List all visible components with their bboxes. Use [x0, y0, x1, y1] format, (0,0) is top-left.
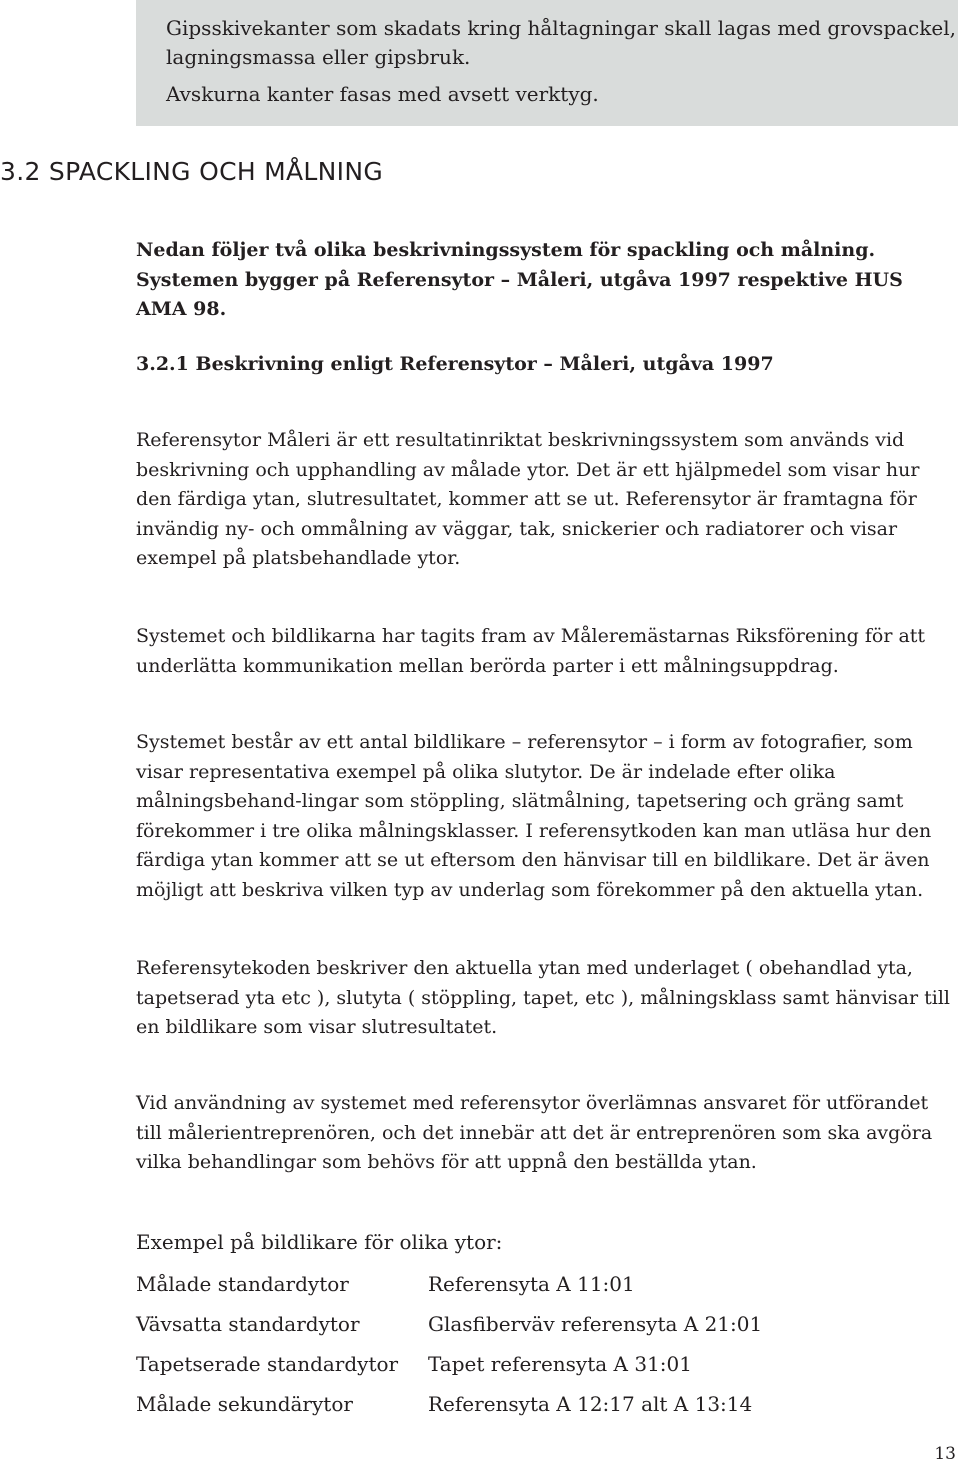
examples-list	[136, 1228, 836, 1419]
subsection-heading-block	[136, 350, 954, 380]
paragraph-block-3	[136, 728, 954, 905]
paragraph-block-4	[136, 954, 954, 1043]
paragraph-block-2	[136, 622, 954, 681]
example-row	[136, 1270, 836, 1299]
note-line-2: Avskurna kanter fasas med avsett verktyg.	[166, 82, 599, 106]
note-line-1: Gipsskivekanter som skadats kring håltagningar skall lagas med grovspackel, lagningsmassa eller gipsbruk.	[166, 16, 956, 69]
paragraph: Referensytekoden beskriver den aktuella ytan med underlaget ( obehandlad yta, tapetserad yta etc ), slutyta ( stöppling, tapet, etc ), målningsklass samt hänvisar till en bildlikare som visar slutresultatet.	[136, 957, 950, 1038]
paragraph-block-1	[136, 426, 954, 574]
section-heading: 3.2 SPACKLING OCH MÅLNING	[0, 157, 384, 186]
section-intro: Nedan följer två olika beskrivningssystem för spackling och målning. Systemen bygger på Referensytor – Måleri, utgåva 1997 respektive HUS AMA 98.	[136, 239, 903, 320]
example-surface: Tapetserade standardytor	[136, 1352, 399, 1376]
examples-title: Exempel på bildlikare för olika ytor:	[136, 1230, 503, 1254]
paragraph: Systemet och bildlikarna har tagits fram av Måleremästarnas Riksförening för att underlätta kommunikation mellan berörda parter i ett målningsuppdrag.	[136, 625, 926, 677]
paragraph-block-5	[136, 1089, 954, 1178]
example-reference: Referensyta A 12:17 alt A 13:14	[428, 1392, 753, 1416]
example-reference: Tapet referensyta A 31:01	[428, 1352, 692, 1376]
section-intro-block	[136, 236, 954, 325]
example-reference: Glasfiberväv referensyta A 21:01	[428, 1312, 763, 1336]
example-surface: Målade standardytor	[136, 1272, 349, 1296]
paragraph: Vid användning av systemet med referensytor överlämnas ansvaret för utförandet till målerientreprenören, och det innebär att det är entreprenören som ska avgöra vilka behandlingar som behövs för att uppnå den beställda ytan.	[136, 1092, 933, 1173]
paragraph: Systemet består av ett antal bildlikare – referensytor – i form av fotografier, som visar representativa exempel på olika slutytor. De är indelade efter olika målningsbehand-lingar som stöppling, slätmålning, tapetsering och gräng samt förekommer i tre olika målningsklasser. I referensytkoden kan man utläsa hur den färdiga ytan kommer att se ut eftersom den hänvisar till en bildlikare. Det är även möjligt att beskriva vilken typ av underlag som förekommer på den aktuella ytan.	[136, 731, 932, 901]
example-row	[136, 1350, 836, 1379]
note-box	[136, 0, 958, 126]
example-reference: Referensyta A 11:01	[428, 1272, 635, 1296]
example-row	[136, 1390, 836, 1419]
example-surface: Målade sekundärytor	[136, 1392, 353, 1416]
example-surface: Vävsatta standardytor	[136, 1312, 360, 1336]
page-number: 13	[934, 1444, 956, 1464]
subsection-heading: 3.2.1 Beskrivning enligt Referensytor – Måleri, utgåva 1997	[136, 353, 774, 375]
paragraph: Referensytor Måleri är ett resultatinriktat beskrivningssystem som används vid beskrivning och upphandling av målade ytor. Det är ett hjälpmedel som visar hur den färdiga ytan, slutresultatet, kommer att se ut. Referensytor är framtagna för invändig ny- och ommålning av väggar, tak, snickerier och radiatorer och visar exempel på platsbehandlade ytor.	[136, 429, 920, 569]
example-row	[136, 1310, 836, 1339]
